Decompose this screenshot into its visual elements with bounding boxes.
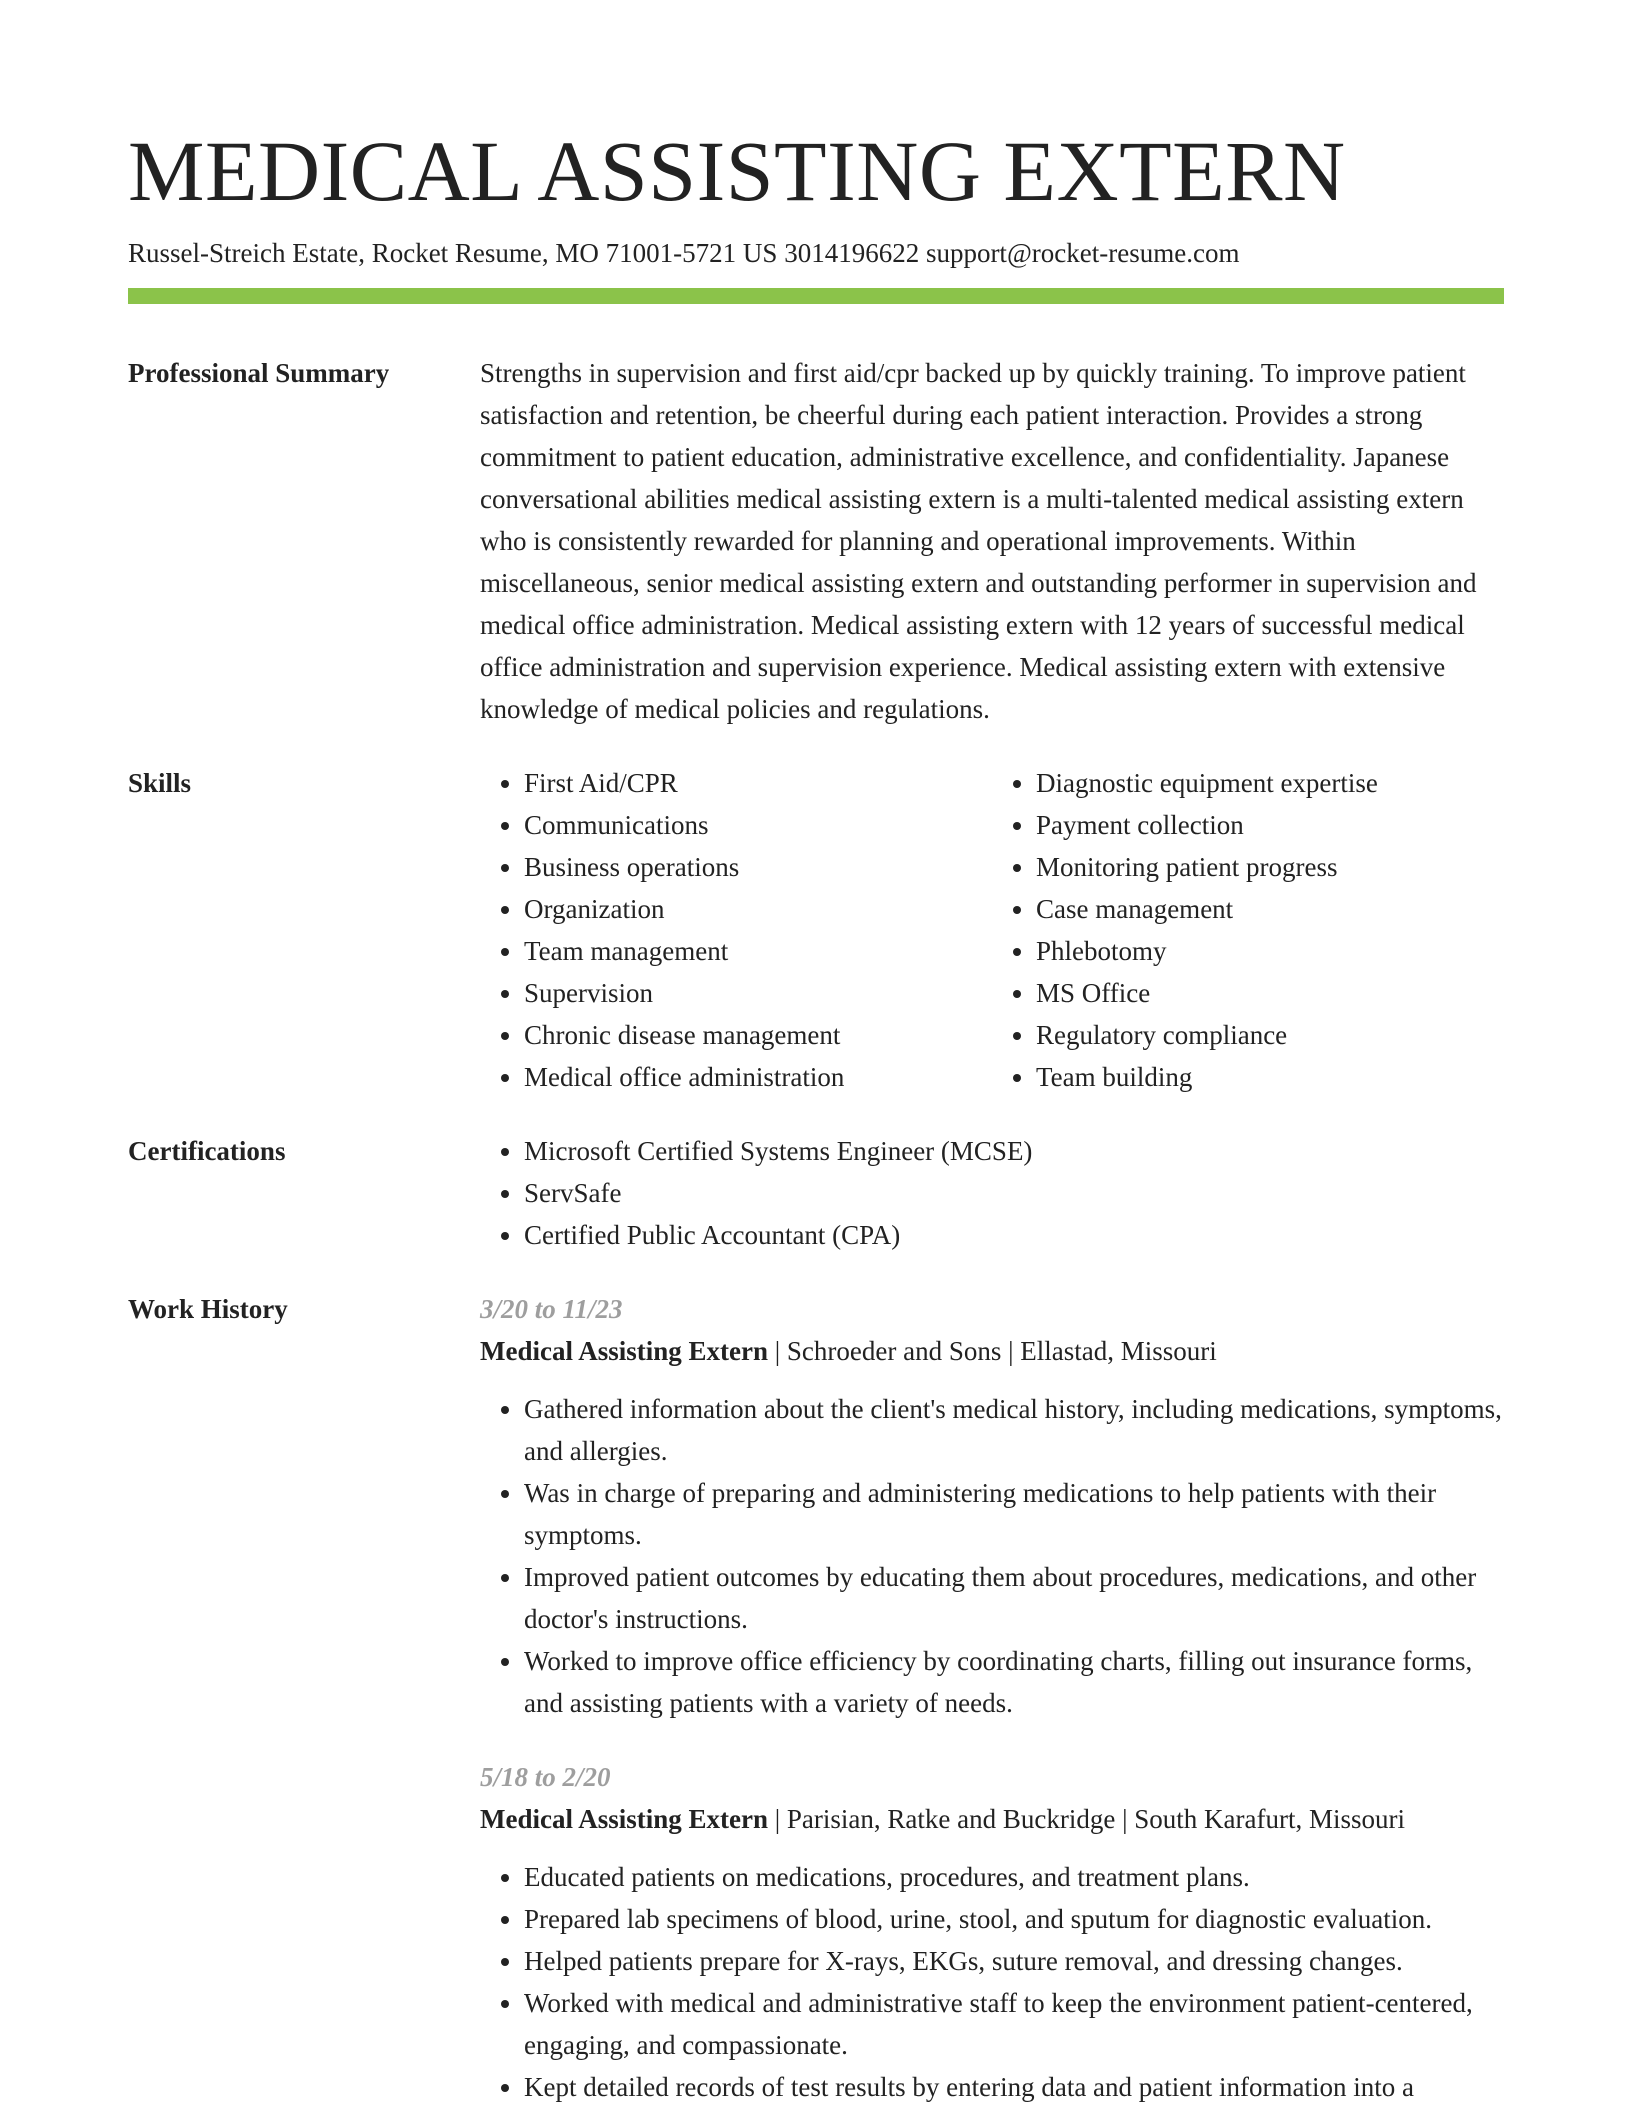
skill-item: • Supervision xyxy=(524,972,992,1014)
certifications-body xyxy=(480,1130,1504,1256)
job-heading xyxy=(480,1798,1504,1840)
skill-item: • Medical office administration xyxy=(524,1056,992,1098)
job-bullet: • Helped patients prepare for X-rays, EKGs, suture removal, and dressing changes. xyxy=(524,1940,1504,1982)
job-entry xyxy=(480,1288,1504,1724)
skills-label: Skills xyxy=(128,768,192,798)
certification-item: • ServSafe xyxy=(524,1172,1504,1214)
certification-item: • Microsoft Certified Systems Engineer (MCSE) xyxy=(524,1130,1504,1172)
job-bullet: • Was in charge of preparing and administering medications to help patients with their symptoms. xyxy=(524,1472,1504,1556)
skills-section xyxy=(128,762,1504,1098)
job-company: | Schroeder and Sons xyxy=(768,1336,1001,1366)
certifications-label: Certifications xyxy=(128,1136,286,1166)
skill-item: • Monitoring patient progress xyxy=(1036,846,1504,888)
work-history-body xyxy=(480,1288,1504,2108)
job-bullet: • Worked with medical and administrative staff to keep the environment patient-centered, engaging, and compassionate. xyxy=(524,1982,1504,2066)
certification-item: • Certified Public Accountant (CPA) xyxy=(524,1214,1504,1256)
job-bullet: • Prepared lab specimens of blood, urine, stool, and sputum for diagnostic evaluation. xyxy=(524,1898,1504,1940)
skill-item: • MS Office xyxy=(1036,972,1504,1014)
job-bullet: • Educated patients on medications, procedures, and treatment plans. xyxy=(524,1856,1504,1898)
skill-item: • Organization xyxy=(524,888,992,930)
contact-email[interactable]: support@rocket-resume.com xyxy=(925,238,1240,268)
job-location: | South Karafurt, Missouri xyxy=(1115,1804,1405,1834)
job-bullet: • Improved patient outcomes by educating them about procedures, medications, and other doctor's instructions. xyxy=(524,1556,1504,1640)
skill-item: • Business operations xyxy=(524,846,992,888)
contact-line xyxy=(128,236,1504,270)
skill-item: • Regulatory compliance xyxy=(1036,1014,1504,1056)
summary-section xyxy=(128,352,1504,730)
job-title: Medical Assisting Extern xyxy=(480,1336,768,1366)
skills-grid xyxy=(480,762,1504,1098)
summary-text: Strengths in supervision and first aid/cpr backed up by quickly training. To improve patient satisfaction and retention, be cheerful during each patient interaction. Provides a strong commitment to patient education, administrative excellence, and confidentiality. Japanese conversational abilities medical assisting extern is a multi-talented medical assisting extern who is consistently rewarded for planning and operational improvements. Within miscellaneous, senior medical assisting extern and outstanding performer in supervision and medical office administration. Medical assisting extern with 12 years of successful medical office administration and supervision experience. Medical assisting extern with extensive knowledge of medical policies and regulations. xyxy=(480,358,1477,724)
job-bullet: • Kept detailed records of test results by entering data and patient information into a xyxy=(524,2066,1504,2108)
contact-phone: 3014196622 xyxy=(784,238,920,268)
job-dates: 5/18 to 2/20 xyxy=(480,1762,611,1792)
summary-label: Professional Summary xyxy=(128,358,390,388)
work-history-section xyxy=(128,1288,1504,2108)
skill-item: • Phlebotomy xyxy=(1036,930,1504,972)
skill-item: • Chronic disease management xyxy=(524,1014,992,1056)
skill-item: • Payment collection xyxy=(1036,804,1504,846)
skill-item: • First Aid/CPR xyxy=(524,762,992,804)
job-bullets xyxy=(480,1388,1504,1724)
job-location: | Ellastad, Missouri xyxy=(1001,1336,1216,1366)
job-bullets xyxy=(480,1856,1504,2108)
job-entry xyxy=(480,1756,1504,2108)
skill-item: • Communications xyxy=(524,804,992,846)
job-bullet: • Worked to improve office efficiency by coordinating charts, filling out insurance forms, and assisting patients with a variety of needs. xyxy=(524,1640,1504,1724)
job-dates: 3/20 to 11/23 xyxy=(480,1294,623,1324)
job-heading xyxy=(480,1330,1504,1372)
contact-address: Russel-Streich Estate, Rocket Resume, MO 71001-5721 US xyxy=(128,238,778,268)
certifications-list xyxy=(480,1130,1504,1256)
certifications-section xyxy=(128,1130,1504,1256)
job-title: Medical Assisting Extern xyxy=(480,1804,768,1834)
skill-item: • Diagnostic equipment expertise xyxy=(1036,762,1504,804)
work-history-label: Work History xyxy=(128,1294,288,1324)
resume-name: MEDICAL ASSISTING EXTERN xyxy=(128,123,1346,219)
skill-item: • Case management xyxy=(1036,888,1504,930)
skill-item: • Team management xyxy=(524,930,992,972)
header-divider xyxy=(128,288,1504,304)
skills-list-right xyxy=(992,762,1504,1098)
job-bullet: • Gathered information about the client's medical history, including medications, symptoms, and allergies. xyxy=(524,1388,1504,1472)
skill-item: • Team building xyxy=(1036,1056,1504,1098)
skills-list-left xyxy=(480,762,992,1098)
job-company: | Parisian, Ratke and Buckridge xyxy=(768,1804,1115,1834)
